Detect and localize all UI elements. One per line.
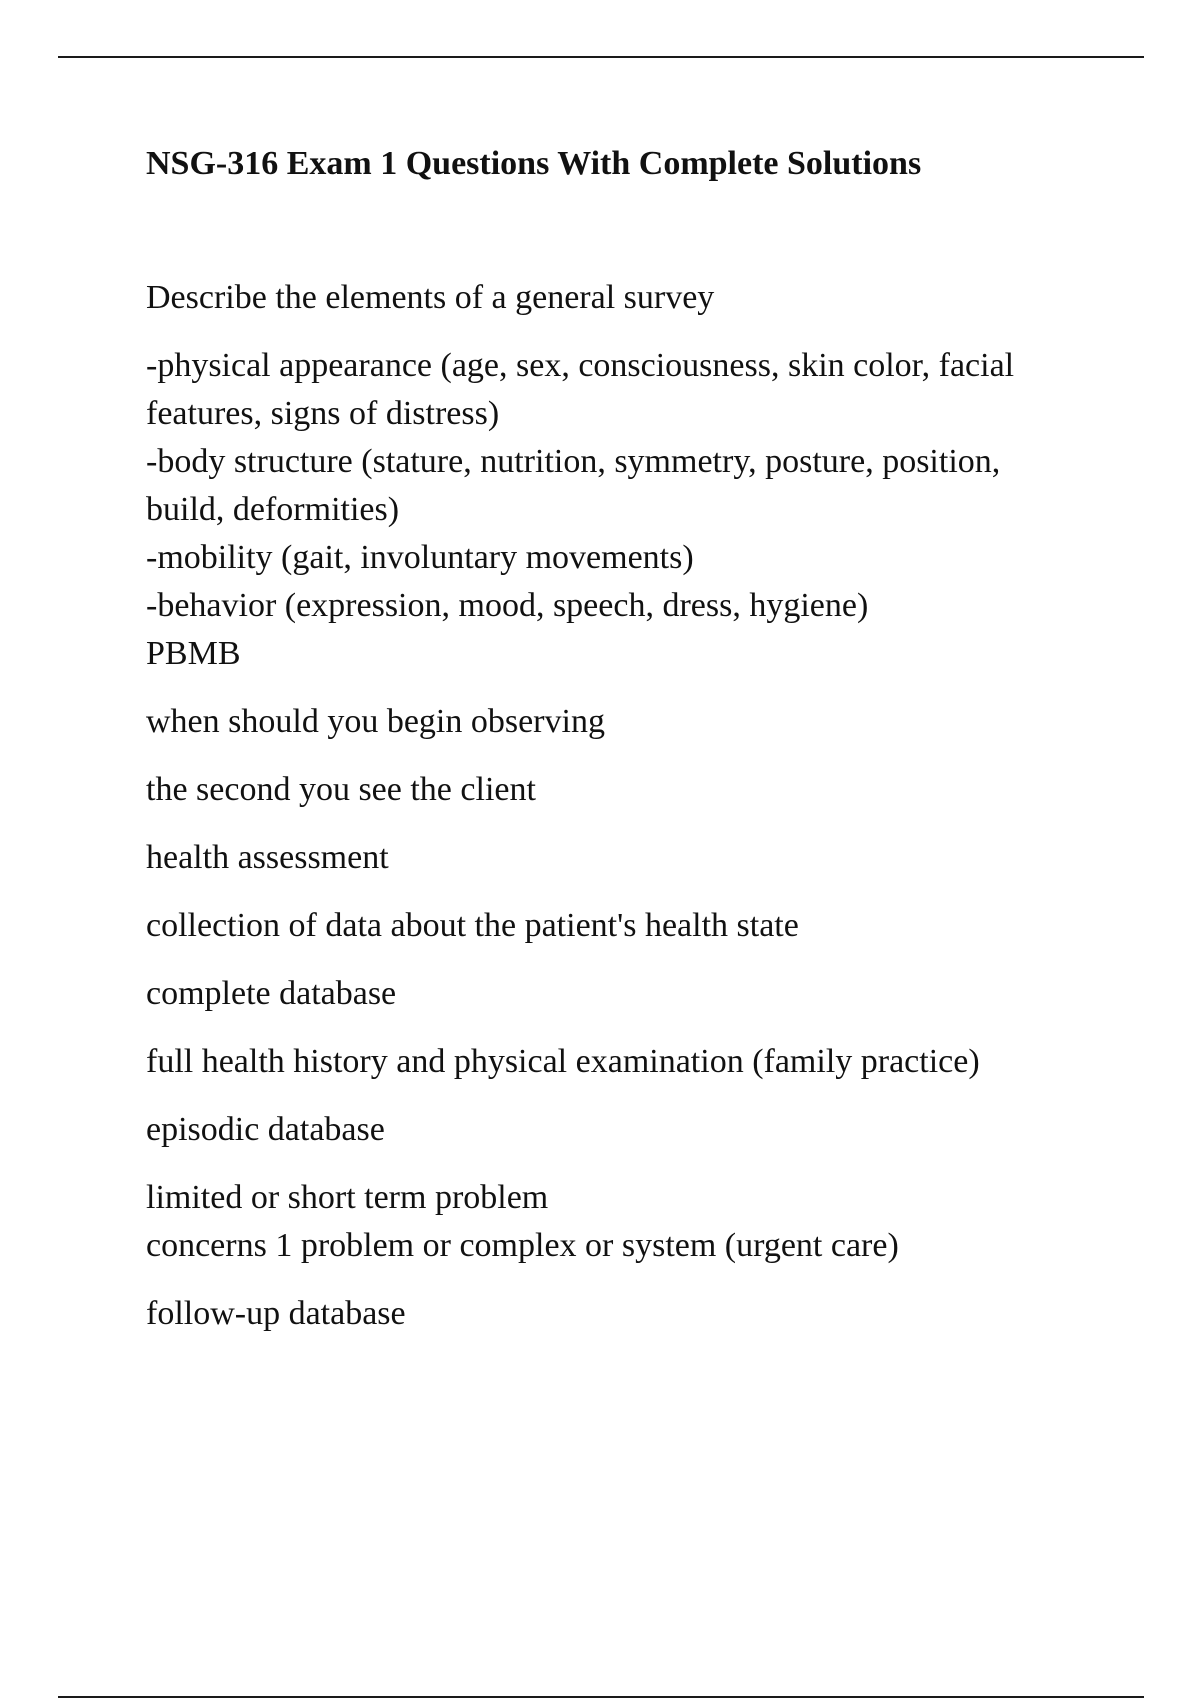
entry-line: -behavior (expression, mood, speech, dress, hygiene)	[146, 587, 869, 624]
entry-question	[146, 970, 1146, 1018]
document-title: NSG-316 Exam 1 Questions With Complete Solutions	[146, 145, 922, 182]
entry-line: complete database	[146, 975, 397, 1012]
entry-question	[146, 698, 1146, 746]
entry-answer	[146, 902, 1146, 950]
entry-question	[146, 1290, 1146, 1338]
entry-question	[146, 1106, 1146, 1154]
entry-line: -physical appearance (age, sex, consciousness, skin color, facial	[146, 347, 1015, 384]
entry-line: episodic database	[146, 1111, 385, 1148]
entry-line: the second you see the client	[146, 771, 536, 808]
entry-line: -mobility (gait, involuntary movements)	[146, 539, 694, 576]
header-rule	[58, 56, 1144, 58]
entry-answer	[146, 342, 1146, 678]
entry-line: collection of data about the patient's health state	[146, 907, 799, 944]
entry-line: build, deformities)	[146, 491, 400, 528]
entry-line: health assessment	[146, 839, 389, 876]
entry-line: limited or short term problem	[146, 1179, 549, 1216]
entry-answer	[146, 766, 1146, 814]
entry-answer	[146, 1174, 1146, 1270]
entry-line: Describe the elements of a general survey	[146, 279, 715, 316]
entry-line: features, signs of distress)	[146, 395, 500, 432]
footer-rule	[58, 1696, 1144, 1698]
entry-line: concerns 1 problem or complex or system (urgent care)	[146, 1227, 899, 1264]
entry-line: follow-up database	[146, 1295, 406, 1332]
entry-line: when should you begin observing	[146, 703, 605, 740]
entry-question	[146, 834, 1146, 882]
entry-line: PBMB	[146, 635, 241, 672]
document-body	[146, 142, 1146, 1358]
entry-line: -body structure (stature, nutrition, symmetry, posture, position,	[146, 443, 1001, 480]
entry-answer	[146, 1038, 1146, 1086]
entry-question	[146, 274, 1146, 322]
entry-line: full health history and physical examination (family practice)	[146, 1043, 980, 1080]
